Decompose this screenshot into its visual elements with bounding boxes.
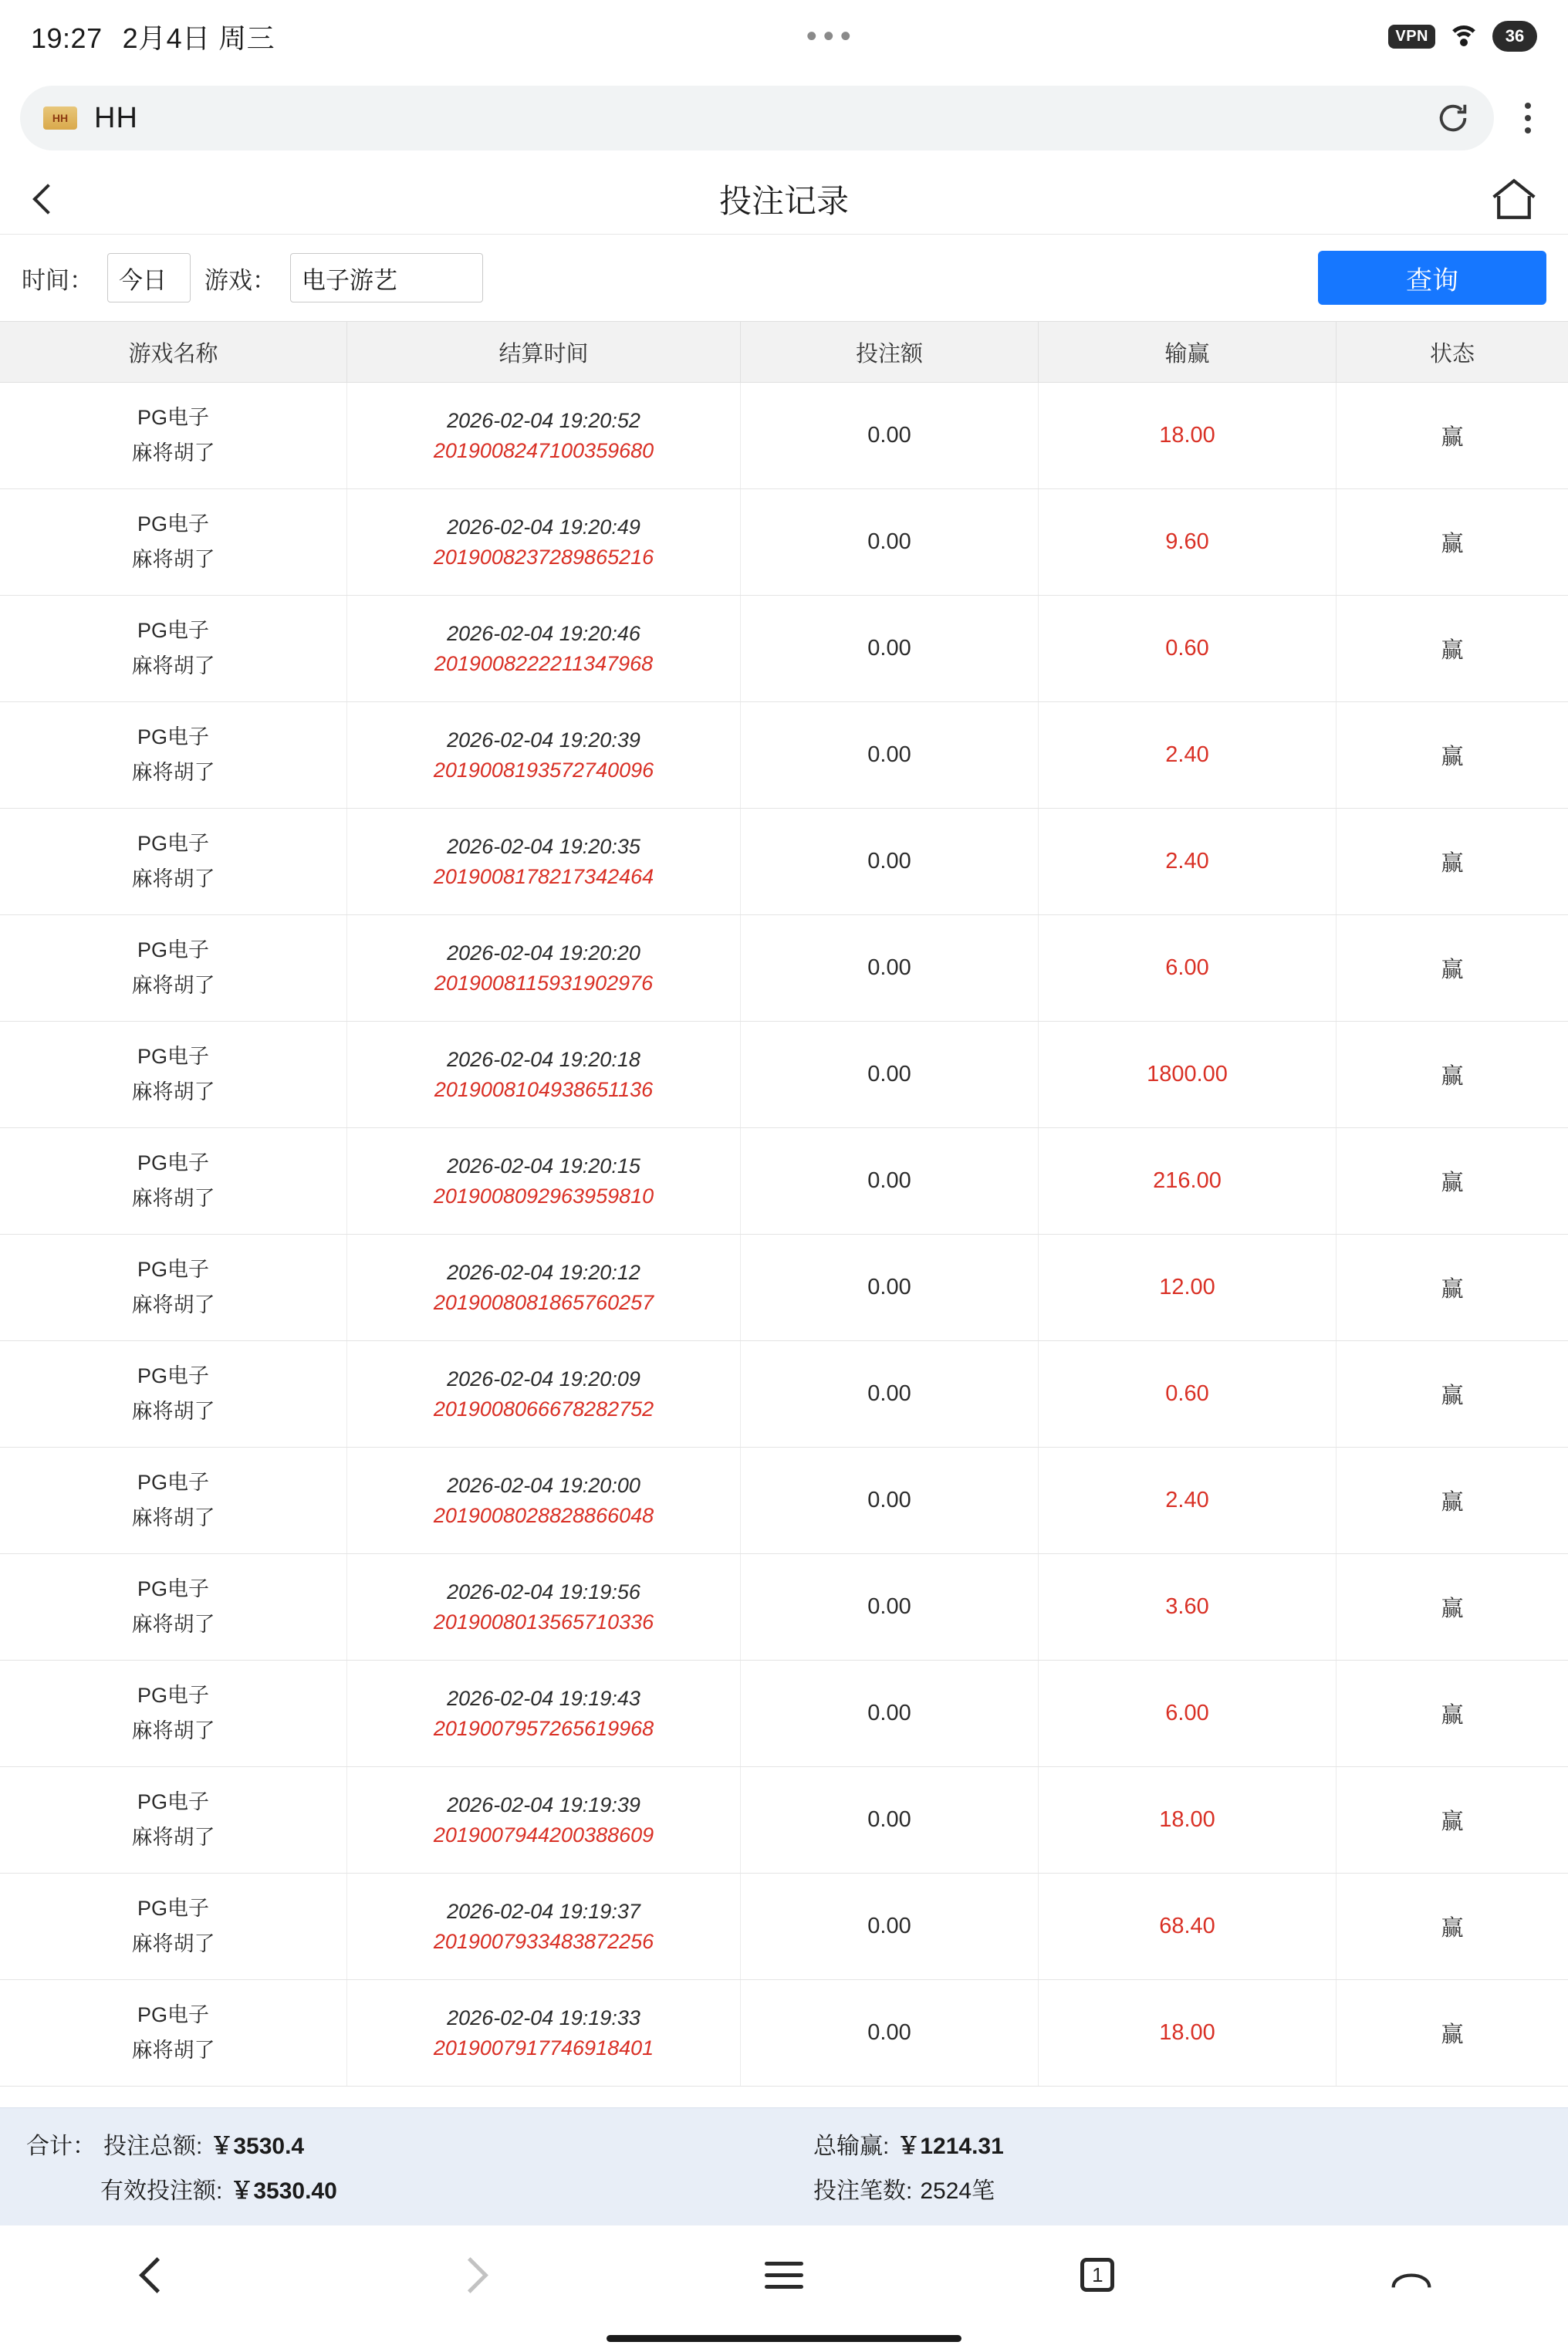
cell-game: [0, 1448, 347, 1553]
order-id: 2019008178217342464: [433, 864, 654, 888]
bet-records-table: [0, 321, 1568, 2107]
game-name: PG电子: [137, 512, 209, 536]
game-subname: 麻将胡了: [131, 1080, 215, 1103]
cell-bet: [741, 1874, 1039, 1979]
order-id: 2019007933483872256: [433, 1929, 654, 1953]
app-header: [0, 164, 1568, 235]
nav-menu-button[interactable]: [738, 2240, 830, 2310]
game-name: PG电子: [137, 1789, 209, 1813]
winloss-amount: 3.60: [1165, 1594, 1209, 1619]
col-header-status: 状态: [1429, 341, 1475, 367]
col-header-winloss: 输赢: [1039, 322, 1337, 382]
nav-home-button[interactable]: [1365, 2240, 1458, 2310]
status-time: 19:27: [31, 22, 103, 54]
time-filter-select[interactable]: 今日: [107, 253, 191, 302]
cell-bet: [741, 809, 1039, 914]
settle-time: 2026-02-04 19:20:18: [447, 1047, 640, 1071]
cell-winloss: [1039, 1874, 1337, 1979]
cell-status: [1337, 1022, 1568, 1127]
tab-count: 1: [1080, 2258, 1114, 2292]
wifi-icon: [1448, 24, 1480, 49]
game-subname: 麻将胡了: [131, 547, 215, 571]
game-name: PG电子: [137, 405, 209, 429]
cell-status: [1337, 809, 1568, 914]
bet-amount: 0.00: [867, 1062, 911, 1086]
winloss-amount: 18.00: [1159, 1807, 1215, 1832]
summary-bet-total-label: 投注总额:: [103, 2134, 203, 2159]
cell-time: [347, 702, 741, 808]
cell-status: [1337, 1874, 1568, 1979]
settle-time: 2026-02-04 19:20:35: [447, 834, 640, 858]
filter-bar: [0, 235, 1568, 321]
status-badge: 赢: [1441, 2023, 1464, 2047]
cell-winloss: [1039, 1128, 1337, 1234]
cell-time: [347, 1554, 741, 1660]
summary-valid-bet-label: 有效投注额:: [100, 2178, 223, 2204]
game-name: PG电子: [137, 1576, 209, 1600]
game-name: PG电子: [137, 1257, 209, 1281]
status-badge: 赢: [1441, 1597, 1464, 1621]
table-row[interactable]: [0, 1448, 1568, 1554]
winloss-amount: 1800.00: [1147, 1062, 1228, 1086]
status-badge: 赢: [1441, 1490, 1464, 1515]
table-row[interactable]: [0, 1874, 1568, 1980]
summary-bet-count: [813, 2171, 1004, 2205]
order-id: 2019007917746918401: [433, 2036, 654, 2060]
time-filter-label: 时间：: [22, 266, 93, 294]
winloss-amount: 2.40: [1165, 742, 1209, 767]
cell-winloss: [1039, 809, 1337, 914]
game-name: PG电子: [137, 618, 209, 642]
cell-time: [347, 809, 741, 914]
cell-game: [0, 1022, 347, 1127]
cell-bet: [741, 915, 1039, 1021]
winloss-amount: 6.00: [1165, 955, 1209, 980]
cell-bet: [741, 1767, 1039, 1873]
summary-valid-bet-value: ￥3530.40: [230, 2178, 337, 2204]
settle-time: 2026-02-04 19:20:12: [447, 1260, 640, 1284]
cell-bet: [741, 702, 1039, 808]
cell-game: [0, 1341, 347, 1447]
order-id: 2019008013565710336: [433, 1610, 654, 1634]
cell-bet: [741, 596, 1039, 701]
home-icon[interactable]: [1486, 174, 1542, 224]
summary-total-label: 合计：: [26, 2134, 96, 2159]
status-badge: 赢: [1441, 1277, 1464, 1302]
cell-bet: [741, 1448, 1039, 1553]
table-row[interactable]: [0, 489, 1568, 596]
status-badge: 赢: [1441, 851, 1464, 876]
settle-time: 2026-02-04 19:19:33: [447, 2006, 640, 2029]
cell-game: [0, 702, 347, 808]
cell-status: [1337, 489, 1568, 595]
game-subname: 麻将胡了: [131, 1825, 215, 1849]
status-right: [1388, 21, 1537, 52]
vpn-badge: VPN: [1388, 25, 1435, 49]
nav-back-button[interactable]: [110, 2240, 203, 2310]
cell-game: [0, 1767, 347, 1873]
cell-winloss: [1039, 383, 1337, 488]
game-subname: 麻将胡了: [131, 1505, 215, 1529]
game-name: PG电子: [137, 2002, 209, 2026]
cell-time: [347, 1661, 741, 1766]
summary-count-label: 投注笔数:: [813, 2178, 913, 2204]
cell-game: [0, 1128, 347, 1234]
game-subname: 麻将胡了: [131, 1399, 215, 1423]
game-subname: 麻将胡了: [131, 1718, 215, 1742]
table-row[interactable]: [0, 1341, 1568, 1448]
winloss-amount: 0.60: [1165, 1381, 1209, 1406]
settle-time: 2026-02-04 19:20:39: [447, 728, 640, 752]
cell-time: [347, 489, 741, 595]
table-row[interactable]: [0, 1661, 1568, 1767]
order-id: 2019007944200388609: [433, 1823, 654, 1847]
order-id: 2019007957265619968: [433, 1716, 654, 1740]
cell-status: [1337, 1980, 1568, 2086]
bet-amount: 0.00: [867, 636, 911, 661]
cell-winloss: [1039, 1341, 1337, 1447]
cell-status: [1337, 1554, 1568, 1660]
cell-time: [347, 915, 741, 1021]
nav-tabs-button[interactable]: [1051, 2240, 1144, 2310]
cell-bet: [741, 1235, 1039, 1340]
cell-status: [1337, 1767, 1568, 1873]
winloss-amount: 9.60: [1165, 529, 1209, 554]
table-row[interactable]: [0, 1022, 1568, 1128]
cell-game: [0, 1874, 347, 1979]
bet-amount: 0.00: [867, 955, 911, 980]
cell-time: [347, 1874, 741, 1979]
cell-time: [347, 383, 741, 488]
gesture-bar: [0, 2324, 1568, 2352]
game-subname: 麻将胡了: [131, 1612, 215, 1636]
game-name: PG电子: [137, 1683, 209, 1707]
cell-winloss: [1039, 1554, 1337, 1660]
order-id: 2019008066678282752: [433, 1397, 654, 1421]
game-name: PG电子: [137, 1364, 209, 1387]
game-filter-select[interactable]: 电子游艺: [290, 253, 483, 302]
order-id: 2019008092963959810: [433, 1184, 654, 1208]
cell-winloss: [1039, 1980, 1337, 2086]
status-badge: 赢: [1441, 425, 1464, 450]
cell-time: [347, 1980, 741, 2086]
status-left: [31, 17, 275, 56]
order-id: 2019008115931902976: [434, 971, 654, 995]
cell-winloss: [1039, 1767, 1337, 1873]
game-filter-label: 游戏：: [204, 266, 276, 294]
col-header-bet: 投注额: [741, 322, 1039, 382]
table-header-row: [0, 321, 1568, 383]
winloss-amount: 6.00: [1165, 1701, 1209, 1725]
nav-forward-button[interactable]: [424, 2240, 517, 2310]
reload-icon[interactable]: [1435, 100, 1471, 136]
game-subname: 麻将胡了: [131, 867, 215, 890]
settle-time: 2026-02-04 19:20:09: [447, 1367, 640, 1391]
bet-amount: 0.00: [867, 1701, 911, 1725]
cell-game: [0, 489, 347, 595]
cell-bet: [741, 1341, 1039, 1447]
winloss-amount: 0.60: [1165, 636, 1209, 661]
col-header-time: 结算时间: [347, 322, 741, 382]
cell-time: [347, 1022, 741, 1127]
cell-status: [1337, 702, 1568, 808]
status-center-dots: [275, 19, 1388, 53]
summary-bar: [0, 2107, 1568, 2225]
cell-winloss: [1039, 702, 1337, 808]
status-badge: 赢: [1441, 638, 1464, 663]
cell-winloss: [1039, 1235, 1337, 1340]
url-text: HH: [94, 101, 138, 134]
table-row[interactable]: [0, 1767, 1568, 1874]
cell-bet: [741, 489, 1039, 595]
cell-game: [0, 1235, 347, 1340]
settle-time: 2026-02-04 19:20:20: [447, 941, 640, 965]
cell-status: [1337, 915, 1568, 1021]
order-id: 2019008247100359680: [433, 438, 654, 462]
settle-time: 2026-02-04 19:19:37: [447, 1899, 640, 1923]
game-name: PG电子: [137, 938, 209, 961]
game-subname: 麻将胡了: [131, 973, 215, 997]
cell-time: [347, 1448, 741, 1553]
game-subname: 麻将胡了: [131, 654, 215, 678]
cell-game: [0, 596, 347, 701]
cell-time: [347, 596, 741, 701]
order-id: 2019008104938651136: [434, 1077, 654, 1101]
cell-game: [0, 383, 347, 488]
cell-bet: [741, 1022, 1039, 1127]
winloss-amount: 216.00: [1153, 1168, 1222, 1193]
settle-time: 2026-02-04 19:20:49: [447, 515, 640, 539]
browser-toolbar: [0, 73, 1568, 164]
bet-amount: 0.00: [867, 742, 911, 767]
status-badge: 赢: [1441, 1384, 1464, 1408]
bet-amount: 0.00: [867, 1381, 911, 1406]
settle-time: 2026-02-04 19:19:43: [447, 1686, 640, 1710]
browser-bottom-nav: [0, 2225, 1568, 2324]
bet-amount: 0.00: [867, 1594, 911, 1619]
bet-amount: 0.00: [867, 423, 911, 448]
cell-game: [0, 1554, 347, 1660]
table-row[interactable]: [0, 1980, 1568, 2087]
cell-time: [347, 1767, 741, 1873]
table-row[interactable]: [0, 702, 1568, 809]
site-logo-icon: HH: [43, 106, 77, 130]
table-body: [0, 383, 1568, 2107]
cell-bet: [741, 383, 1039, 488]
summary-valid-bet: [26, 2171, 813, 2205]
status-date: 2月4日 周三: [122, 22, 275, 54]
cell-status: [1337, 1448, 1568, 1553]
status-badge: 赢: [1441, 1703, 1464, 1728]
table-row[interactable]: [0, 383, 1568, 489]
settle-time: 2026-02-04 19:20:15: [447, 1154, 640, 1178]
status-badge: 赢: [1441, 1171, 1464, 1195]
cell-game: [0, 915, 347, 1021]
cell-status: [1337, 596, 1568, 701]
game-subname: 麻将胡了: [131, 1293, 215, 1316]
settle-time: 2026-02-04 19:19:39: [447, 1793, 640, 1816]
bet-amount: 0.00: [867, 1275, 911, 1299]
status-badge: 赢: [1441, 532, 1464, 556]
game-name: PG电子: [137, 831, 209, 855]
table-row[interactable]: [0, 1235, 1568, 1341]
table-row[interactable]: [0, 1554, 1568, 1661]
game-subname: 麻将胡了: [131, 1931, 215, 1955]
winloss-amount: 18.00: [1159, 423, 1215, 448]
cell-winloss: [1039, 489, 1337, 595]
status-bar: [0, 0, 1568, 73]
page-title: 投注记录: [718, 182, 849, 219]
cell-winloss: [1039, 596, 1337, 701]
cell-status: [1337, 383, 1568, 488]
table-row[interactable]: [0, 1128, 1568, 1235]
status-badge: 赢: [1441, 1810, 1464, 1834]
cell-status: [1337, 1235, 1568, 1340]
game-subname: 麻将胡了: [131, 760, 215, 784]
winloss-amount: 2.40: [1165, 1488, 1209, 1512]
summary-total-win-value: ￥1214.31: [897, 2134, 1004, 2159]
game-subname: 麻将胡了: [131, 1186, 215, 1210]
battery-indicator: 36: [1492, 21, 1537, 52]
cell-game: [0, 1661, 347, 1766]
cell-winloss: [1039, 915, 1337, 1021]
bet-amount: 0.00: [867, 1807, 911, 1832]
back-button[interactable]: [26, 177, 69, 221]
order-id: 2019008193572740096: [433, 758, 654, 782]
game-name: PG电子: [137, 1151, 209, 1174]
summary-right-column: [813, 2127, 1004, 2205]
game-name: PG电子: [137, 1896, 209, 1920]
bet-amount: 0.00: [867, 849, 911, 874]
game-subname: 麻将胡了: [131, 441, 215, 465]
cell-winloss: [1039, 1448, 1337, 1553]
status-badge: 赢: [1441, 745, 1464, 769]
status-badge: 赢: [1441, 958, 1464, 982]
bet-amount: 0.00: [867, 1168, 911, 1193]
status-badge: 赢: [1441, 1916, 1464, 1941]
game-name: PG电子: [137, 1044, 209, 1068]
cell-time: [347, 1128, 741, 1234]
cell-bet: [741, 1128, 1039, 1234]
game-subname: 麻将胡了: [131, 2038, 215, 2062]
summary-count-value: 2524笔: [920, 2178, 995, 2204]
winloss-amount: 2.40: [1165, 849, 1209, 874]
table-row[interactable]: [0, 809, 1568, 915]
cell-status: [1337, 1661, 1568, 1766]
order-id: 2019008222211347968: [434, 651, 654, 675]
cell-winloss: [1039, 1022, 1337, 1127]
cell-time: [347, 1235, 741, 1340]
game-name: PG电子: [137, 725, 209, 749]
cell-winloss: [1039, 1661, 1337, 1766]
game-name: PG电子: [137, 1470, 209, 1494]
cell-time: [347, 1341, 741, 1447]
summary-total-win: [813, 2127, 1004, 2161]
summary-total-win-label: 总输赢:: [813, 2134, 890, 2159]
cell-bet: [741, 1661, 1039, 1766]
order-id: 2019008237289865216: [433, 545, 654, 569]
bet-amount: 0.00: [867, 1914, 911, 1938]
settle-time: 2026-02-04 19:19:56: [447, 1580, 640, 1603]
bet-amount: 0.00: [867, 1488, 911, 1512]
winloss-amount: 12.00: [1159, 1275, 1215, 1299]
status-badge: 赢: [1441, 1064, 1464, 1089]
col-header-game: 游戏名称: [0, 322, 347, 382]
bet-amount: 0.00: [867, 529, 911, 554]
bet-amount: 0.00: [867, 2020, 911, 2045]
order-id: 2019008028828866048: [433, 1503, 654, 1527]
table-row[interactable]: [0, 915, 1568, 1022]
order-id: 2019008081865760257: [433, 1290, 654, 1314]
url-bar[interactable]: [20, 86, 1494, 150]
cell-bet: [741, 1554, 1039, 1660]
cell-status: [1337, 1128, 1568, 1234]
settle-time: 2026-02-04 19:20:52: [447, 408, 640, 432]
summary-bet-total-value: ￥3530.4: [210, 2134, 305, 2159]
summary-bet-total: [26, 2127, 813, 2161]
query-button[interactable]: 查询: [1318, 251, 1546, 305]
summary-left-column: [26, 2127, 813, 2205]
cell-game: [0, 1980, 347, 2086]
settle-time: 2026-02-04 19:20:46: [447, 621, 640, 645]
winloss-amount: 68.40: [1159, 1914, 1215, 1938]
cell-bet: [741, 1980, 1039, 2086]
settle-time: 2026-02-04 19:20:00: [447, 1473, 640, 1497]
camera-dots-icon: •••: [806, 19, 857, 53]
cell-game: [0, 809, 347, 914]
cell-status: [1337, 1341, 1568, 1447]
table-row[interactable]: [0, 596, 1568, 702]
winloss-amount: 18.00: [1159, 2020, 1215, 2045]
browser-menu-icon[interactable]: [1508, 98, 1548, 138]
